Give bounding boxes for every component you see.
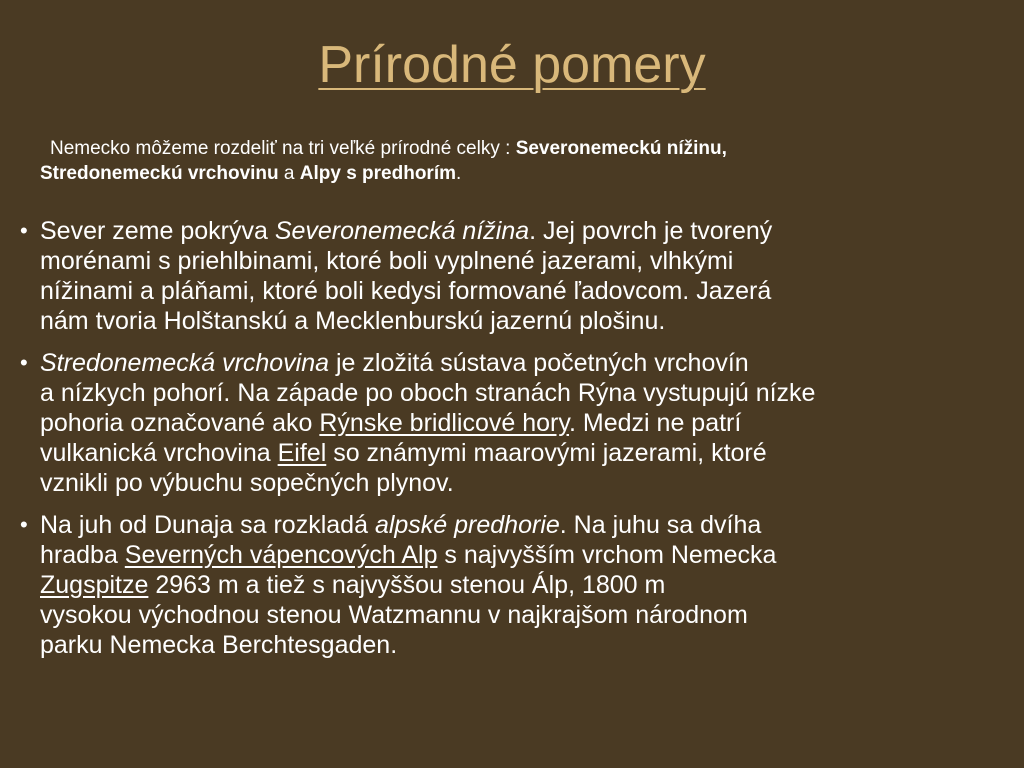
italic-term: alpské predhorie (374, 511, 560, 539)
bullet-line: parku Nemecka Berchtesgaden. (40, 631, 398, 659)
bullet-line: nížinami a pláňami, ktoré boli kedysi formované ľadovcom. Jazerá (40, 277, 772, 305)
text: . Na juhu sa dvíha (559, 511, 762, 539)
bullet-line (40, 510, 1018, 540)
link-northern-limestone-alps[interactable]: Severných vápencových Alp (124, 541, 438, 569)
bullet-line: nám tvoria Holštanskú a Mecklenburskú jazernú plošinu. (40, 307, 666, 335)
italic-term: Severonemecká nížina (274, 217, 530, 245)
text: s najvyšším vrchom Nemecka (437, 541, 777, 569)
link-zugspitze[interactable]: Zugspitze (40, 571, 149, 599)
bullet-mark: • (20, 218, 28, 243)
bullet-line: morénami s priehlbinami, ktoré boli vyplnené jazerami, vlhkými (40, 247, 734, 275)
bullet-line (40, 540, 1018, 570)
bullet-item-south (18, 510, 1018, 660)
intro-text: Nemecko môžeme rozdeliť na tri veľké prírodné celky : (50, 138, 516, 159)
bullet-item-central (18, 348, 1018, 498)
bullet-line: vysokou východnou stenou Watzmannu v najkrajšom národnom (40, 601, 748, 629)
text: hradba (40, 541, 125, 569)
bullet-line (40, 216, 1018, 246)
italic-term: Stredonemecká vrchovina (40, 349, 330, 377)
intro-bold-alps: Alpy s predhorím (299, 163, 456, 184)
intro-paragraph (40, 136, 1000, 186)
link-eifel[interactable]: Eifel (277, 439, 327, 467)
bullet-mark: • (20, 512, 28, 537)
text: Sever zeme pokrýva (40, 217, 275, 245)
bullet-line: a nízkych pohorí. Na západe po oboch stranách Rýna vystupujú nízke (40, 379, 816, 407)
intro-bold-lowland: Severonemeckú nížinu, (515, 138, 727, 159)
bullet-line (40, 408, 1018, 438)
text: Na juh od Dunaja sa rozkladá (40, 511, 375, 539)
bullet-line (40, 438, 1018, 468)
text: so známymi maarovými jazerami, ktoré (326, 439, 767, 467)
bullet-line (40, 570, 1018, 600)
intro-end: . (456, 163, 462, 184)
bullet-line (40, 348, 1018, 378)
slide-title: Prírodné pomery (318, 36, 706, 94)
text: 2963 m a tiež s najvyššou stenou Álp, 1800 m (148, 571, 666, 599)
bullet-item-north (18, 216, 1018, 336)
bullet-mark: • (20, 350, 28, 375)
text: pohoria označované ako (40, 409, 320, 437)
intro-bold-highland: Stredonemeckú vrchovinu (40, 163, 279, 184)
text: je zložitá sústava početných vrchovín (329, 349, 749, 377)
bullet-line: vznikli po výbuchu sopečných plynov. (40, 469, 454, 497)
link-rhenish-slate-mountains[interactable]: Rýnske bridlicové hory (319, 409, 570, 437)
text: vulkanická vrchovina (40, 439, 278, 467)
text: . Medzi ne patrí (569, 409, 742, 437)
bullet-list (18, 216, 1018, 672)
intro-conjunction: a (278, 163, 300, 184)
text: . Jej povrch je tvorený (529, 217, 773, 245)
